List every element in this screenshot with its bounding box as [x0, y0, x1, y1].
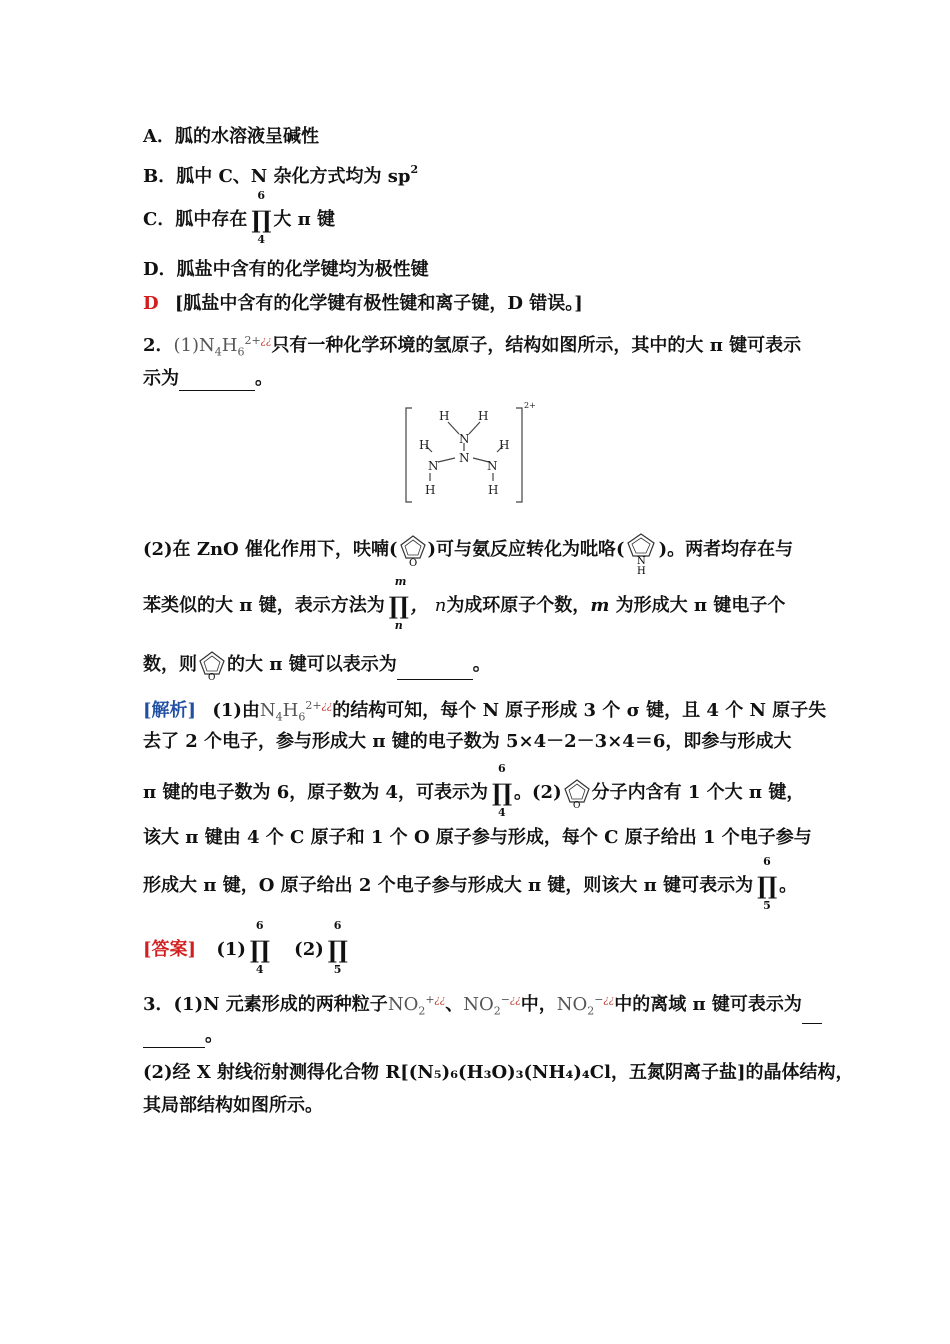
q3-line4: 其局部结构如图所示。	[143, 1095, 323, 1116]
option-b-text: B．胍中 C、N 杂化方式均为 sp	[143, 166, 411, 187]
q3-blank-start[interactable]	[802, 1023, 822, 1024]
q2-line4-pi: ∏ m n	[388, 575, 409, 632]
struct-n4: N	[487, 459, 498, 473]
struct-h3: H	[419, 438, 430, 452]
analysis-pi-2: ∏ 6 5	[757, 855, 778, 912]
n4h6-structure	[400, 398, 550, 510]
struct-n3: N	[459, 451, 470, 465]
struct-charge: 2+	[524, 401, 536, 410]
analysis-label: [解析]	[143, 700, 197, 721]
svg-text:N: N	[636, 556, 646, 567]
analysis-line1: [解析] (1)由$N_4H_6^{2+¿¿}$的结构可知，每个 N 原子形成 3 个 σ 键，且 4 个 N 原子失	[143, 699, 827, 724]
option-d: D．胍盐中含有的化学键均为极性键	[143, 259, 429, 280]
struct-h2: H	[478, 409, 489, 423]
furan-icon	[197, 650, 227, 683]
q3-line2: 。	[143, 1024, 223, 1048]
svg-text:O: O	[572, 801, 580, 811]
q2-line5: 数，则 O 的大 π 键可以表示为 。	[143, 650, 491, 680]
answer-1	[143, 292, 583, 316]
struct-n2: N	[428, 459, 439, 473]
struct-h6: H	[488, 483, 499, 497]
q2-formula: $N_4H_6^{2+¿¿}$	[199, 334, 272, 359]
no2-minus-2: $NO_2^{-¿¿}$	[556, 993, 615, 1018]
struct-h4: H	[499, 438, 510, 452]
answer-1-text: [胍盐中含有的化学键有极性键和离子键，D 错误。]	[174, 293, 583, 314]
answer-2-pi-2: ∏ 6 5	[327, 919, 348, 976]
no2-plus: $NO_2^{+¿¿}$	[387, 993, 446, 1018]
option-c-pre: C．胍中存在	[143, 209, 248, 230]
struct-n1: N	[459, 432, 470, 446]
q2-line3: (2)在 ZnO 催化作用下，呋喃( O )可与氨反应转化为吡咯( N H )。两者均存在与	[143, 532, 793, 568]
option-c	[143, 189, 336, 246]
svg-text:O: O	[208, 673, 216, 683]
svg-text:O: O	[408, 558, 417, 569]
q2-line2: 示为 。	[143, 368, 273, 389]
answer-2-pi-1: ∏ 6 4	[249, 919, 271, 976]
analysis-line2: 去了 2 个电子，参与形成大 π 键的电子数为 5×4－2－3×4＝6，即参与形成大	[143, 731, 792, 752]
furan-icon	[562, 778, 592, 811]
analysis-line4: 该大 π 键由 4 个 C 原子和 1 个 O 原子参与形成，每个 C 原子给出 1 个电子参与	[143, 827, 812, 848]
pyrrole-icon	[625, 532, 659, 577]
option-a: A．胍的水溶液呈碱性	[143, 126, 319, 147]
answer-2: [答案] (1) ∏ 6 4 (2) ∏ 6 5	[143, 919, 348, 976]
no2-minus: $NO_2^{-¿¿}$	[463, 993, 521, 1018]
svg-text:H: H	[636, 566, 646, 577]
q2-blank-1[interactable]	[179, 390, 255, 391]
answer-1-letter: D	[143, 293, 159, 314]
analysis-line3: π 键的电子数为 6，原子数为 4，可表示为 ∏ 6 4 。(2) O 分子内含有 1 个大 π 键，	[143, 762, 805, 819]
q2-line1-rest: 只有一种化学环境的氢原子，结构如图所示，其中的大 π 键可表示	[271, 335, 802, 356]
q2-blank-2[interactable]	[397, 679, 473, 680]
q2-num: 2．	[143, 335, 174, 356]
furan-icon	[398, 533, 428, 567]
struct-h5: H	[425, 483, 436, 497]
q3-line1: 3．(1)N 元素形成的两种粒子$NO_2^{+¿¿}$、$NO_2^{-¿¿}$中，$NO_2^{-¿¿}$中的离域 π 键可表示为	[143, 988, 822, 1024]
analysis-pi-1: ∏ 6 4	[492, 762, 513, 819]
option-b-sup: 2	[410, 163, 419, 176]
q2-line1	[143, 329, 801, 365]
q2-part1-label: (1)	[173, 335, 200, 356]
option-c-post: 大 π 键	[273, 209, 336, 230]
q2-line4: 苯类似的大 π 键，表示方法为 ∏ m n ， n为成环原子个数，m 为形成大 π 键电子个	[143, 575, 786, 632]
q3-blank-end[interactable]	[143, 1047, 205, 1048]
q3-line3: (2)经 X 射线衍射测得化合物 R[(N₅)₆(H₃O)₃(NH₄)₄Cl，五氮阴离子盐]的晶体结构，	[143, 1062, 854, 1083]
struct-h1: H	[439, 409, 450, 423]
analysis-formula: $N_4H_6^{2+¿¿}$	[259, 699, 333, 724]
answer-2-label: [答案]	[143, 939, 197, 960]
analysis-line5: 形成大 π 键，O 原子给出 2 个电子参与形成大 π 键，则该大 π 键可表示为 ∏ 6 5 。	[143, 855, 798, 912]
option-c-pi: ∏ 6 4	[251, 189, 272, 246]
option-b	[143, 160, 418, 189]
